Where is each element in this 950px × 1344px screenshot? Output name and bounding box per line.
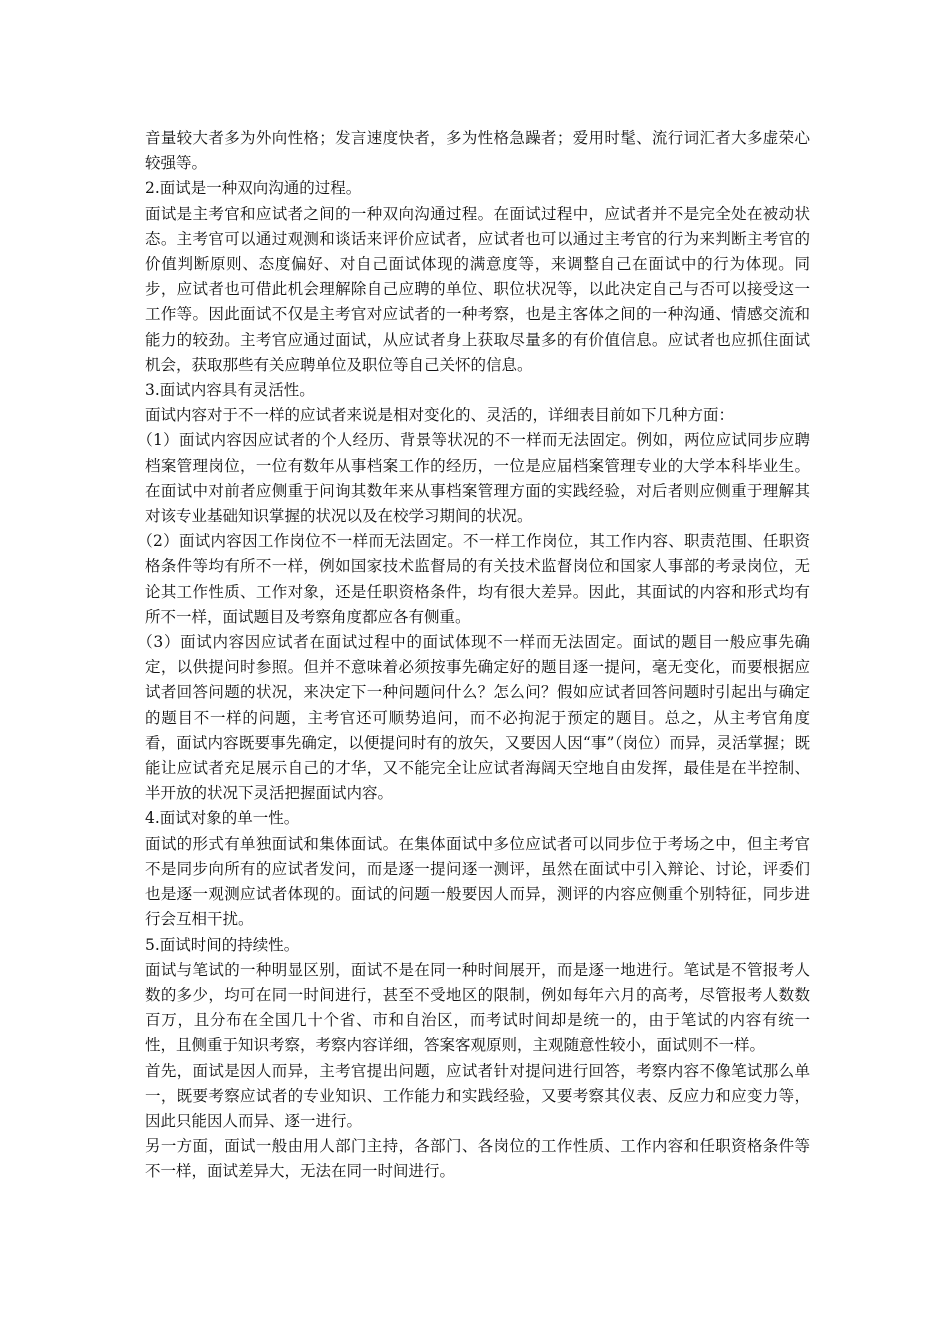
list-item-2: （2）面试内容因工作岗位不一样而无法固定。不一样工作岗位，其工作内容、职责范围、任职资格条件等均有所不一样，例如国家技术监督局的有关技术监督岗位和国家人事部的考录岗位，无论其工作性质、工作对象，还是任职资格条件，均有很大差异。因此，其面试的内容和形式均有所不一样，面试题目及考察角度都应各有侧重。 — [137, 532, 810, 626]
paragraph-second-reason: 另一方面，面试一般由用人部门主持，各部门、各岗位的工作性质、工作内容和任职资格条件等不一样，面试差异大，无法在同一时间进行。 — [145, 1137, 810, 1181]
paragraph-first-reason: 首先，面试是因人而异，主考官提出问题，应试者针对提问进行回答，考察内容不像笔试那么单一，既要考察应试者的专业知识、工作能力和实践经验，又要考察其仪表、反应力和应变力等，因此只能因人而异、逐一进行。 — [145, 1061, 810, 1130]
list-item-1: （1）面试内容因应试者的个人经历、背景等状况的不一样而无法固定。例如，两位应试同步应聘档案管理岗位，一位有数年从事档案工作的经历，一位是应届档案管理专业的大学本科毕业生。在面试中对前者应侧重于问询其数年来从事档案管理方面的实践经验，对后者则应侧重于理解其对该专业基础知识掌握的状况以及在校学习期间的状况。 — [137, 431, 810, 526]
heading-single-subject: 4.面试对象的单一性。 — [145, 809, 300, 828]
paragraph-content-flexibility-intro: 面试内容对于不一样的应试者来说是相对变化的、灵活的，详细表目前如下几种方面： — [145, 406, 735, 425]
paragraph-personality-traits: 音量较大者多为外向性格；发言速度快者，多为性格急躁者；爱用时髦、流行词汇者大多虚荣心较强等。 — [145, 129, 810, 173]
paragraph-time-continuity: 面试与笔试的一种明显区别，面试不是在同一种时间展开，而是逐一地进行。笔试是不管报考人数的多少，均可在同一时间进行，甚至不受地区的限制，例如每年六月的高考，尽管报考人数数百万，且分布在全国几十个省、市和自治区，而考试时间却是统一的，由于笔试的内容有统一性，且侧重于知识考察，考察内容详细，答案客观原则，主观随意性较小，面试则不一样。 — [145, 960, 810, 1055]
document-body — [137, 126, 810, 1185]
heading-time-continuity: 5.面试时间的持续性。 — [145, 935, 300, 954]
list-item-3: （3）面试内容因应试者在面试过程中的面试体现不一样而无法固定。面试的题目一般应事先确定，以供提问时参照。但并不意味着必须按事先确定好的题目逐一提问，毫无变化，而要根据应试者回答问题的状况，来决定下一种问题问什么？怎么问？假如应试者回答问题时引起出与确定的题目不一样的问题，主考官还可顺势追问，而不必拘泥于预定的题目。总之，从主考官角度看，面试内容既要事先确定，以便提问时有的放矢，又要因人因“事”（岗位）而异，灵活掌握；既能让应试者充足展示自己的才华，又不能完全让应试者海阔天空地自由发挥，最佳是在半控制、半开放的状况下灵活把握面试内容。 — [137, 633, 810, 803]
paragraph-two-way-communication: 面试是主考官和应试者之间的一种双向沟通过程。在面试过程中，应试者并不是完全处在被动状态。主考官可以通过观测和谈话来评价应试者，应试者也可以通过主考官的行为来判断主考官的价值判断原则、态度偏好、对自己面试体现的满意度等，来调整自己在面试中的行为体现。同步，应试者也可借此机会理解除自己应聘的单位、职位状况等，以此决定自己与否可以接受这一工作等。因此面试不仅是主考官对应试者的一种考察，也是主客体之间的一种沟通、情感交流和能力的较劲。主考官应通过面试，从应试者身上获取尽量多的有价值信息。应试者也应抓住面试机会，获取那些有关应聘单位及职位等自己关怀的信息。 — [145, 204, 810, 374]
paragraph-single-subject: 面试的形式有单独面试和集体面试。在集体面试中多位应试者可以同步位于考场之中，但主考官不是同步向所有的应试者发问，而是逐一提问逐一测评，虽然在面试中引入辩论、讨论，评委们也是逐一观测应试者体现的。面试的问题一般要因人而异，测评的内容应侧重个别特征，同步进行会互相干扰。 — [145, 834, 810, 929]
heading-two-way-communication: 2.面试是一种双向沟通的过程。 — [145, 179, 362, 198]
heading-content-flexibility: 3.面试内容具有灵活性。 — [145, 381, 315, 400]
